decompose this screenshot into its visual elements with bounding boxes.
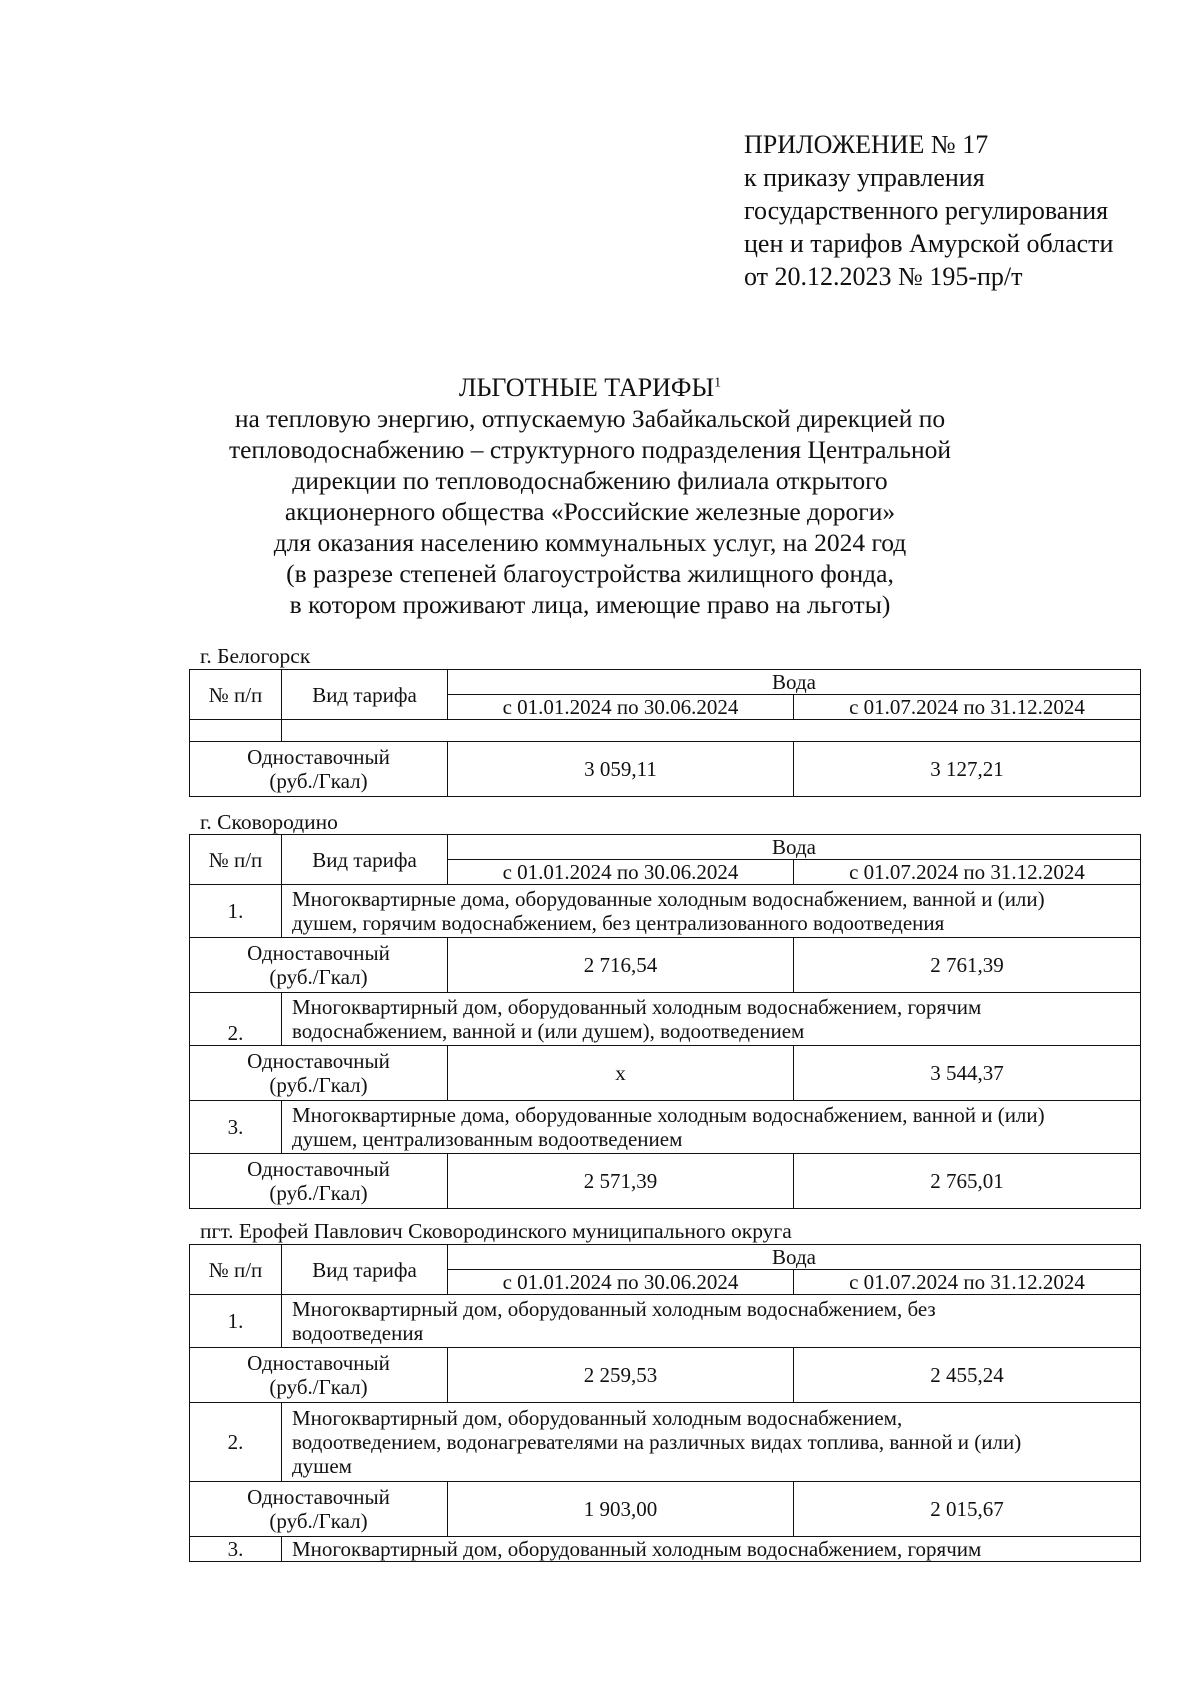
tariff-unit: (руб./Гкал) bbox=[269, 1375, 368, 1399]
section-city-label: пгт. Ерофей Павлович Сковородинского муниципального округа bbox=[200, 1219, 792, 1243]
category-description bbox=[282, 885, 1141, 938]
tariff-type-cell bbox=[190, 742, 448, 797]
footnote-mark: 1 bbox=[714, 375, 722, 391]
value-period-1: 1 903,00 bbox=[448, 1482, 794, 1537]
row-number: 3. bbox=[190, 1101, 282, 1154]
header-period-1: с 01.01.2024 по 30.06.2024 bbox=[448, 1270, 794, 1295]
header-type: Вид тарифа bbox=[282, 1245, 448, 1295]
description-line: душем, централизованным водоотведением bbox=[292, 1127, 683, 1151]
title-line: для оказания населению коммунальных услуг, на 2024 год bbox=[273, 528, 907, 557]
header-period-1: с 01.01.2024 по 30.06.2024 bbox=[448, 860, 794, 885]
tariff-type-cell bbox=[190, 1348, 448, 1403]
tariff-label: Одноставочный bbox=[247, 745, 390, 769]
description-line: Многоквартирные дома, оборудованные холодным водоснабжением, ванной и (или) bbox=[292, 1103, 1045, 1127]
header-period-2: с 01.07.2024 по 31.12.2024 bbox=[794, 695, 1141, 720]
description-line: Многоквартирный дом, оборудованный холодным водоснабжением, горячим bbox=[292, 995, 982, 1019]
value-period-2: 2 761,39 bbox=[794, 938, 1141, 993]
row-number: 1. bbox=[190, 1295, 282, 1348]
value-period-1: 2 571,39 bbox=[448, 1154, 794, 1209]
header-period-2: с 01.07.2024 по 31.12.2024 bbox=[794, 1270, 1141, 1295]
row-number: 2. bbox=[190, 993, 282, 1046]
header-num: № п/п bbox=[190, 1245, 282, 1295]
value-period-2: 2 455,24 bbox=[794, 1348, 1141, 1403]
tariff-label: Одноставочный bbox=[247, 1157, 390, 1181]
description-line: Многоквартирный дом, оборудованный холодным водоснабжением, горячим bbox=[292, 1537, 982, 1561]
tariff-type-cell bbox=[190, 1154, 448, 1209]
appendix-line: к приказу управления bbox=[744, 163, 985, 192]
value-period-1: 2 259,53 bbox=[448, 1348, 794, 1403]
tariff-table-erofey-pavlovich bbox=[189, 1244, 1141, 1562]
description-line: водоотведения bbox=[292, 1321, 424, 1345]
header-type: Вид тарифа bbox=[282, 835, 448, 885]
tariff-unit: (руб./Гкал) bbox=[269, 1073, 368, 1097]
tariff-unit: (руб./Гкал) bbox=[269, 1509, 368, 1533]
header-period-1: с 01.01.2024 по 30.06.2024 bbox=[448, 695, 794, 720]
row-number: 1. bbox=[190, 885, 282, 938]
value-period-2: 3 127,21 bbox=[794, 742, 1141, 797]
header-water: Вода bbox=[448, 670, 1141, 695]
appendix-line: ПРИЛОЖЕНИЕ № 17 bbox=[744, 130, 989, 159]
tariff-label: Одноставочный bbox=[247, 941, 390, 965]
value-period-2: 2 765,01 bbox=[794, 1154, 1141, 1209]
appendix-line: от 20.12.2023 № 195-пр/т bbox=[744, 262, 1023, 291]
title-heading: ЛЬГОТНЫЕ ТАРИФЫ bbox=[458, 373, 715, 402]
description-line: душем, горячим водоснабжением, без централизованного водоотведения bbox=[292, 911, 945, 935]
description-line: водоснабжением, ванной и (или душем), водоотведением bbox=[292, 1019, 805, 1043]
tariff-label: Одноставочный bbox=[247, 1049, 390, 1073]
tariff-unit: (руб./Гкал) bbox=[269, 769, 368, 793]
value-period-1: 3 059,11 bbox=[448, 742, 794, 797]
section-city-label: г. Сковородино bbox=[200, 810, 338, 834]
category-description bbox=[282, 1295, 1141, 1348]
section-city-label: г. Белогорск bbox=[200, 644, 311, 668]
title-line: дирекции по тепловодоснабжению филиала открытого bbox=[292, 466, 888, 495]
row-number: 2. bbox=[190, 1403, 282, 1482]
appendix-line: цен и тарифов Амурской области bbox=[744, 229, 1114, 258]
header-type: Вид тарифа bbox=[282, 670, 448, 720]
empty-cell bbox=[190, 720, 282, 742]
tariff-type-cell bbox=[190, 1482, 448, 1537]
title-line: тепловодоснабжению – структурного подразделения Центральной bbox=[228, 435, 952, 464]
tariff-table-skovorodino bbox=[189, 834, 1141, 1209]
tariff-type-cell bbox=[190, 938, 448, 993]
category-description bbox=[282, 1537, 1141, 1562]
description-line: водоотведением, водонагревателями на различных видах топлива, ванной и (или) bbox=[292, 1430, 1022, 1454]
category-description bbox=[282, 1403, 1141, 1482]
value-period-2: 2 015,67 bbox=[794, 1482, 1141, 1537]
tariff-unit: (руб./Гкал) bbox=[269, 1181, 368, 1205]
header-num: № п/п bbox=[190, 835, 282, 885]
empty-cell bbox=[282, 720, 1141, 742]
description-line: Многоквартирный дом, оборудованный холодным водоснабжением, bbox=[292, 1406, 903, 1430]
tariff-label: Одноставочный bbox=[247, 1485, 390, 1509]
category-description bbox=[282, 993, 1141, 1046]
document-title bbox=[150, 372, 1030, 403]
header-period-2: с 01.07.2024 по 31.12.2024 bbox=[794, 860, 1141, 885]
description-line: Многоквартирные дома, оборудованные холодным водоснабжением, ванной и (или) bbox=[292, 887, 1045, 911]
category-description bbox=[282, 1101, 1141, 1154]
tariff-unit: (руб./Гкал) bbox=[269, 965, 368, 989]
appendix-line: государственного регулирования bbox=[744, 196, 1109, 225]
tariff-label: Одноставочный bbox=[247, 1351, 390, 1375]
description-line: душем bbox=[292, 1454, 352, 1478]
description-line: Многоквартирный дом, оборудованный холодным водоснабжением, без bbox=[292, 1297, 936, 1321]
header-water: Вода bbox=[448, 1245, 1141, 1270]
document-title-block bbox=[150, 372, 1030, 620]
appendix-block bbox=[744, 128, 1113, 293]
tariff-type-cell bbox=[190, 1046, 448, 1101]
title-line: акционерного общества «Российские железные дороги» bbox=[284, 497, 896, 526]
title-line: в котором проживают лица, имеющие право на льготы) bbox=[289, 590, 891, 619]
value-period-1: 2 716,54 bbox=[448, 938, 794, 993]
header-water: Вода bbox=[448, 835, 1141, 860]
title-line: (в разрезе степеней благоустройства жилищного фонда, bbox=[286, 559, 894, 588]
value-period-2: 3 544,37 bbox=[794, 1046, 1141, 1101]
tariff-table-belogorsk bbox=[189, 669, 1141, 797]
value-period-1: х bbox=[448, 1046, 794, 1101]
row-number: 3. bbox=[190, 1537, 282, 1562]
title-line: на тепловую энергию, отпускаемую Забайкальской дирекцией по bbox=[234, 404, 946, 433]
header-num: № п/п bbox=[190, 670, 282, 720]
